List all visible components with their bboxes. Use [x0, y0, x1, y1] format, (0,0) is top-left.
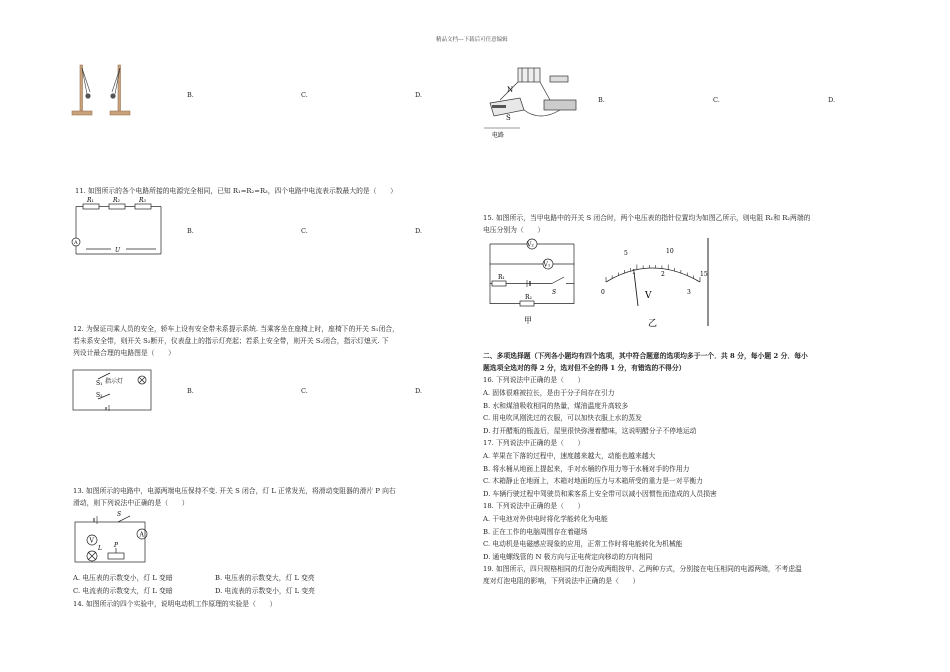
q11-fig-u: U [115, 247, 121, 254]
q11-fig-r2: R₂ [113, 197, 120, 204]
q16-choice-b[interactable]: B. 水和煤油吸收相同的热量，煤油温度升高较多 [483, 402, 629, 410]
page-header-watermark: 精品文档---下载后可任意编辑 [436, 37, 508, 43]
q17-choice-c[interactable]: C. 木箱静止在地面上，木箱对地面的压力与木箱所受的重力是一对平衡力 [483, 477, 703, 485]
q17-choice-b[interactable]: B. 将水桶从地面上提起来，手对水桶的作用力等于水桶对手的作用力 [483, 465, 690, 473]
q12-fig-s2: S₂ [96, 392, 103, 399]
q15-fig-yi-top-10: 10 [666, 248, 674, 255]
q15-fig-yi-bottom-1: 1 [632, 269, 636, 276]
q15-fig-r1: R₁ [498, 274, 505, 281]
q11-fig-r3: R₃ [139, 197, 146, 204]
q17-choice-d[interactable]: D. 车辆行驶过程中驾驶员和乘客系上安全带可以减小因惯性而造成的人员损害 [483, 490, 717, 498]
q12-stem-line2: 若未系安全带，则开关 S₂断开，仪表盘上的指示灯亮起；若系上安全带，则开关 S₂闭合，指示灯熄灭. 下 [73, 337, 389, 345]
q14-fig-caption: 电路 [492, 132, 505, 139]
q13-fig-l: L [98, 545, 102, 552]
q13-choice-b[interactable]: B. 电压表的示数变大，灯 L 变亮 [215, 574, 315, 582]
q13-fig-p: P [114, 542, 119, 549]
q15-fig-yi-bottom-2: 2 [661, 271, 665, 278]
q15-fig-yi-bottom-0: 0 [601, 289, 605, 296]
q14-figure-experiment [480, 58, 590, 143]
q18-choice-c[interactable]: C. 电动机是电磁感应现象的应用，正常工作时将电能转化为机械能 [483, 540, 683, 548]
q15-fig-caption-yi: 乙 [648, 319, 658, 329]
q16-stem: 16. 下列说法中正确的是（ ） [483, 376, 585, 384]
q14-fig-n: N [507, 86, 514, 94]
q12-fig-s1: S₁ [96, 380, 103, 387]
q13-choice-c[interactable]: C. 电流表的示数变大，灯 L 变暗 [73, 587, 173, 595]
q13-figure-circuit [70, 508, 156, 568]
q16-choice-a[interactable]: A. 固体很难被拉长，是由于分子间存在引力 [483, 389, 615, 397]
q15-fig-r2: R₂ [525, 294, 532, 301]
q15-fig-v1: V₁ [543, 261, 551, 269]
q14-stem: 14. 如图所示的四个实验中，说明电动机工作原理的实验是（ ） [73, 600, 277, 608]
q15-figure-yi-voltmeter [590, 238, 716, 330]
q11-fig-ammeter: A [74, 240, 78, 246]
q13-choice-a[interactable]: A. 电压表的示数变小，灯 L 变暗 [73, 574, 173, 582]
q12-stem-line3: 列设计最合理的电路图是（ ） [73, 349, 175, 357]
q10-option-b[interactable]: B. [187, 91, 194, 99]
q10-figure-pendulums [70, 60, 140, 120]
q11-option-c[interactable]: C. [301, 227, 308, 235]
q15-stem-line2: 电压分别为（ ） [483, 226, 545, 234]
q19-stem-line1: 19. 如图所示，四只规格相同的灯泡分成两组按甲、乙两种方式，分别接在电压相同的电源两端，不考虑温 [483, 565, 802, 573]
q14-fig-s: S [506, 114, 511, 122]
q18-choice-d[interactable]: D. 通电螺线管的 N 极方向与正电荷定向移动的方向相同 [483, 553, 653, 561]
q13-stem-line1: 13. 如图所示的电路中，电源两端电压保持不变. 开关 S 闭合，灯 L 正常发光，将滑动变阻器的滑片 P 向右 [73, 487, 396, 495]
q15-figure-jia-circuit [482, 234, 582, 328]
q11-option-b[interactable]: B. [187, 227, 194, 235]
q13-fig-voltmeter: V [89, 537, 94, 545]
q19-stem-line2: 度对灯泡电阻的影响，下列说法中正确的是（ ） [483, 577, 640, 585]
q15-fig-yi-unit: V [645, 291, 652, 301]
section2-heading-line1: 二、多项选择题（下列各小题均有四个选项，其中符合题意的选项均多于一个．共 8 分，每小题 2 分．每小 [483, 352, 808, 360]
q15-fig-caption-jia: 甲 [524, 316, 532, 325]
q15-stem-line1: 15. 如图所示，当甲电路中的开关 S 闭合时，两个电压表的指针位置均为如图乙所示，则电阻 R₁和 R₂两端的 [483, 214, 811, 222]
q17-choice-a[interactable]: A. 苹果在下落的过程中，速度越来越大，动能也越来越大 [483, 452, 656, 460]
q18-choice-a[interactable]: A. 干电池对外供电时将化学能转化为电能 [483, 515, 608, 523]
q13-stem-line2: 滑动，则下列说法中正确的是（ ） [73, 499, 189, 507]
section2-heading-line2: 题选项全选对的得 2 分，选对但不全的得 1 分，有错选的不得分） [483, 364, 686, 372]
q18-choice-b[interactable]: B. 正在工作的电脑周围存在着磁场 [483, 528, 588, 536]
q15-fig-v2: V₂ [527, 241, 534, 249]
q18-stem: 18. 下列说法中正确的是（ ） [483, 502, 585, 510]
q15-fig-yi-top-5: 5 [624, 250, 628, 257]
q11-fig-r1: R₁ [87, 197, 94, 204]
q16-choice-c[interactable]: C. 用电吹风刚洗过的衣服，可以加快衣服上水的蒸发 [483, 414, 642, 422]
q13-choice-d[interactable]: D. 电流表的示数变小，灯 L 变亮 [215, 587, 315, 595]
q13-fig-s: S [117, 511, 122, 518]
q16-choice-d[interactable]: D. 打开醋瓶的瓶盖后，屋里很快弥漫着醋味，这说明醋分子不停地运动 [483, 427, 697, 435]
q12-option-c[interactable]: C. [301, 387, 308, 395]
q12-option-d[interactable]: D. [415, 387, 423, 395]
q11-figure-circuit [66, 196, 166, 260]
q10-option-d[interactable]: D. [415, 91, 423, 99]
q10-option-c[interactable]: C. [301, 91, 308, 99]
q17-stem: 17. 下列说法中正确的是（ ） [483, 439, 585, 447]
q14-option-d[interactable]: D. [828, 96, 836, 104]
q11-option-d[interactable]: D. [415, 227, 423, 235]
q14-option-c[interactable]: C. [713, 96, 720, 104]
q12-fig-lamp: 指示灯 [105, 378, 124, 385]
q15-fig-s: S [552, 289, 557, 296]
q12-stem-line1: 12. 为保证司乘人员的安全，轿车上设有安全带未系提示系统. 当乘客坐在座椅上时，座椅下的开关 S₁闭合， [73, 325, 399, 333]
q12-option-b[interactable]: B. [187, 387, 194, 395]
q14-option-b[interactable]: B. [598, 96, 605, 104]
q12-figure-circuit [68, 364, 158, 416]
q15-fig-yi-top-15: 15 [700, 271, 708, 278]
q11-stem: 11. 如图所示的各个电路所接的电源完全相同，已知 R₁=R₂=R₃，四个电路中电流表示数最大的是（ ） [75, 187, 397, 195]
q13-fig-ammeter: A [139, 531, 144, 539]
q15-fig-yi-bottom-3: 3 [687, 289, 691, 296]
